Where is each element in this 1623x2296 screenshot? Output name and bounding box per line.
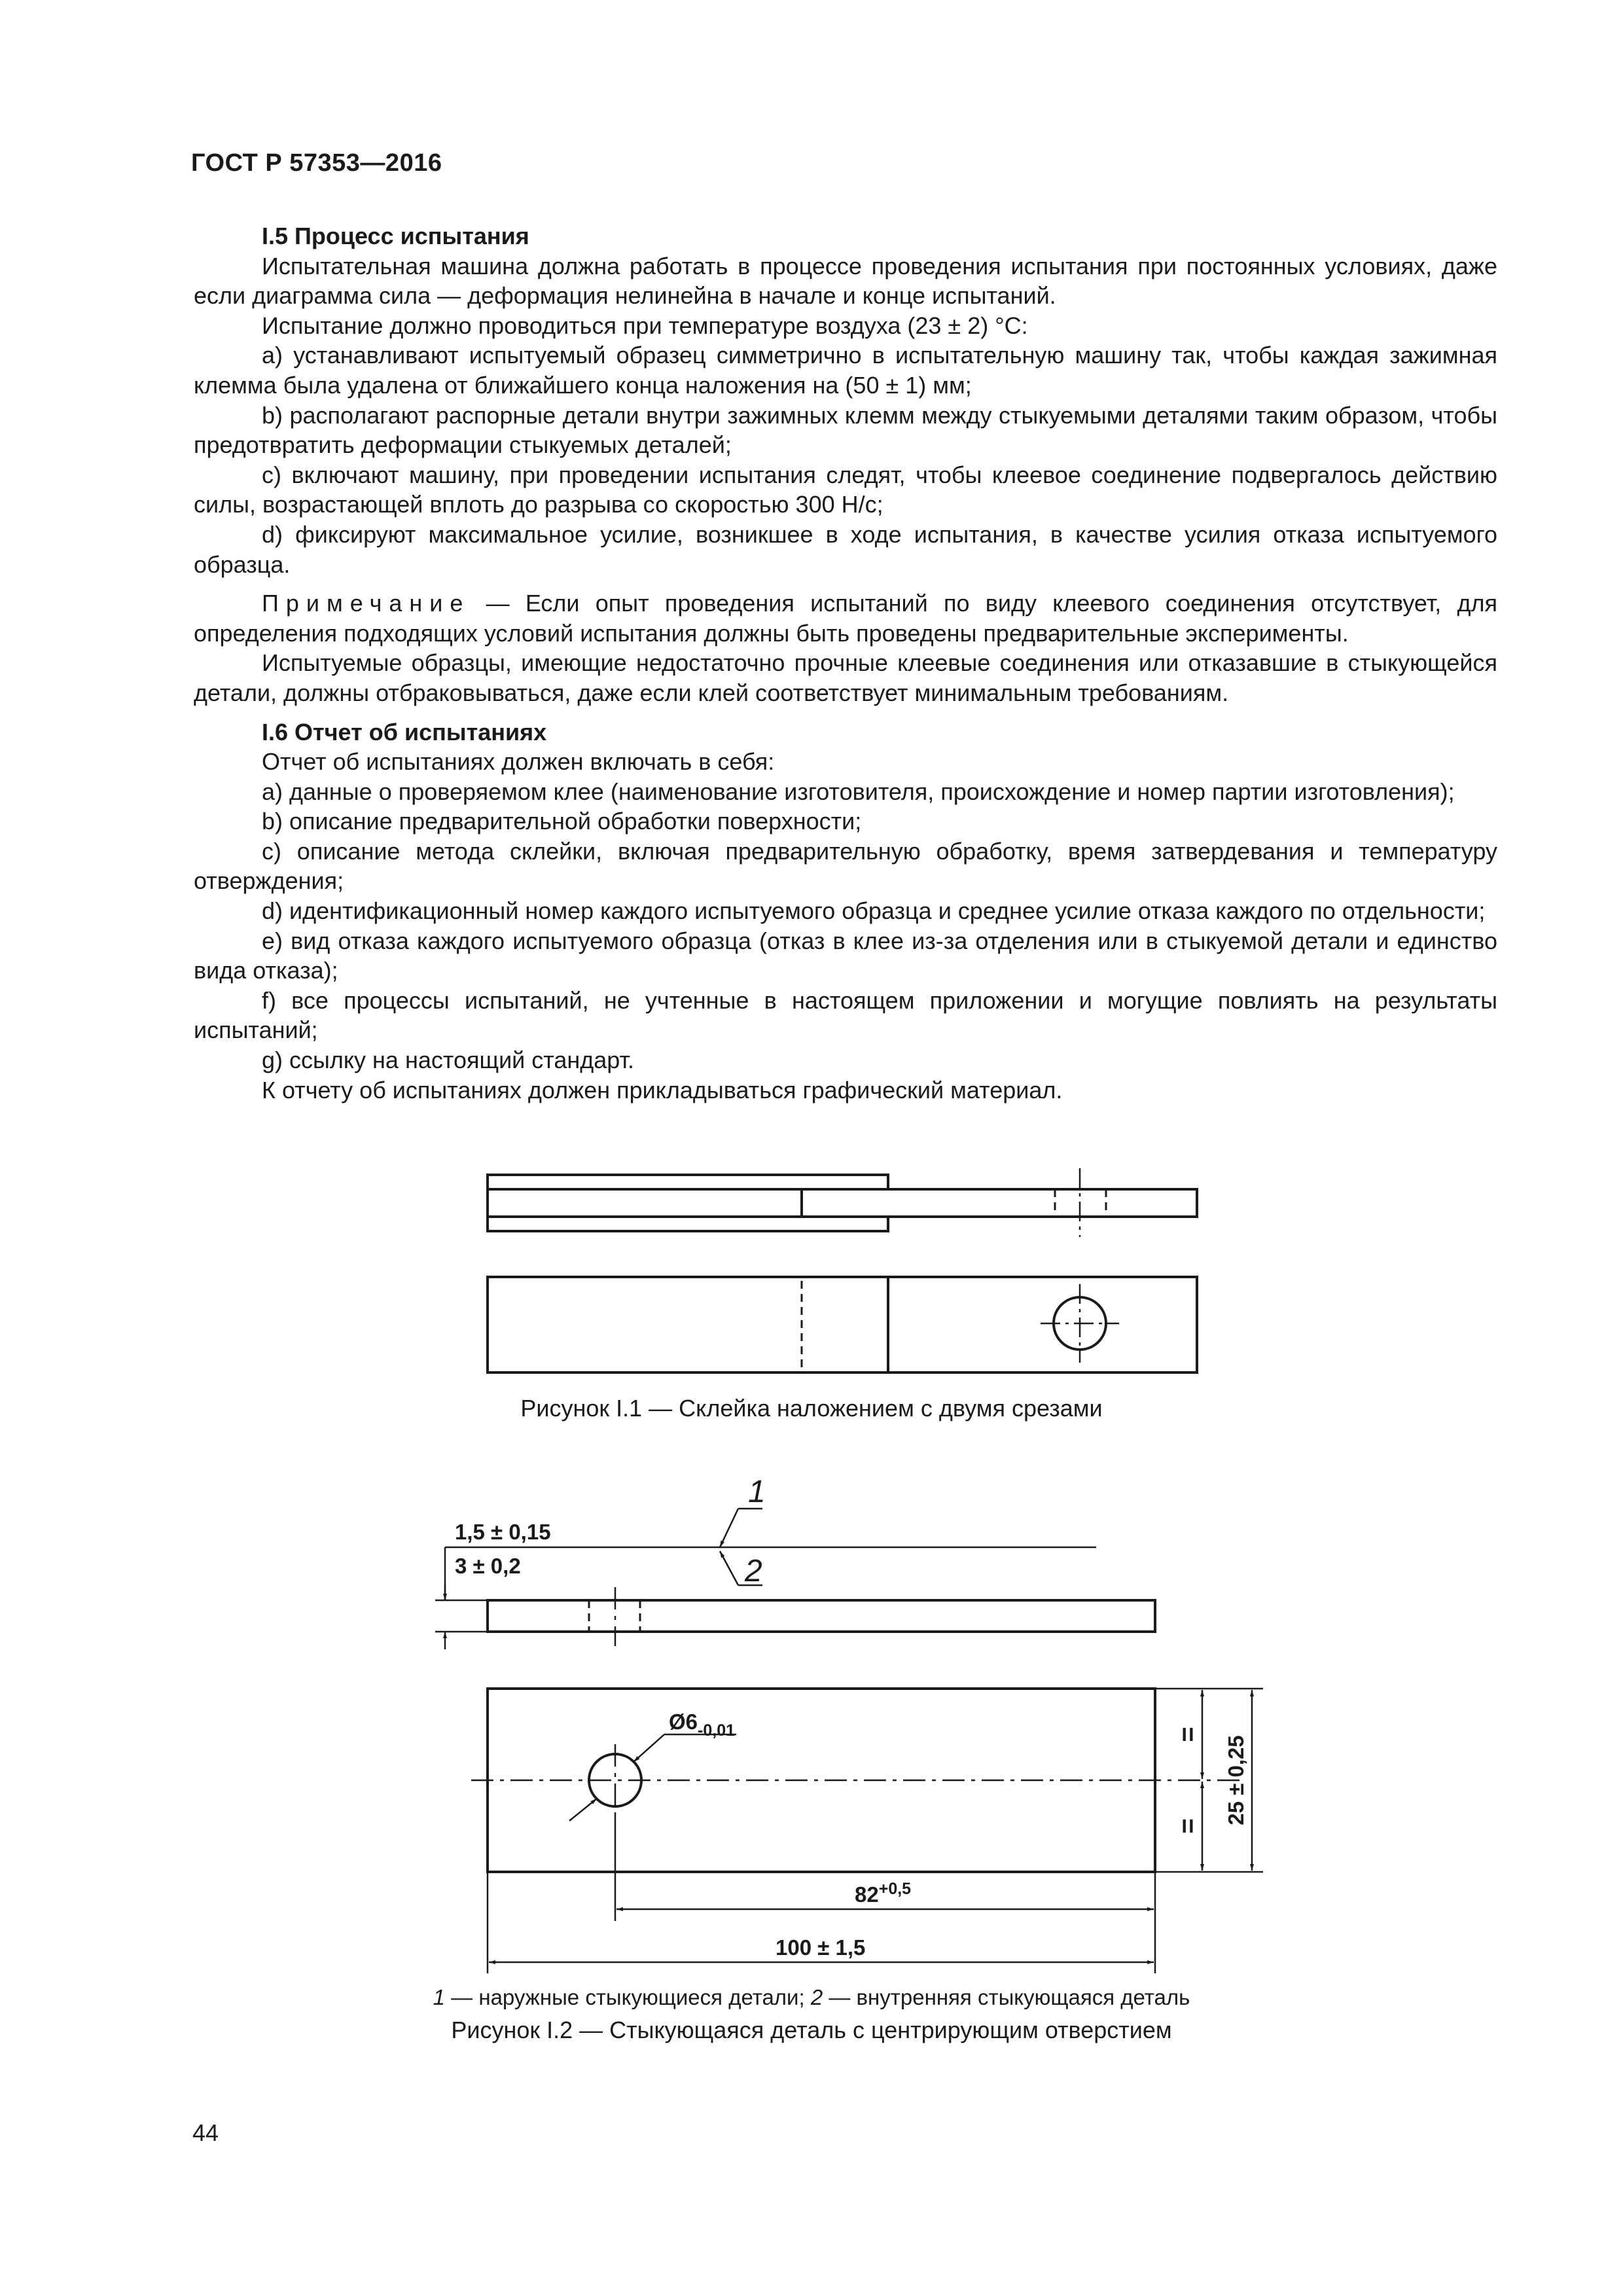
paragraph: Испытание должно проводиться при температуре воздуха (23 ± 2) °С: <box>262 312 1028 339</box>
list-item: g) ссылку на настоящий стандарт. <box>262 1047 635 1074</box>
equal-mark-upper: = <box>1173 1727 1202 1742</box>
figure-1-caption: Рисунок I.1 — Склейка наложением с двумя срезами <box>520 1395 1103 1422</box>
legend-text-2: — внутренняя стыкующаяся деталь <box>823 1985 1190 2009</box>
figure-2-caption: Рисунок I.2 — Стыкующаяся деталь с центрирующим отверстием <box>451 2017 1172 2043</box>
dim-82-label <box>855 1880 911 1907</box>
legend-num-2: 2 <box>810 1985 823 2009</box>
legend-text-1: — наружные стыкующиеся детали; <box>445 1985 811 2009</box>
list-item: e) вид отказа каждого испытуемого образца (отказ в клее из-за отделения или в стыкуемой детали и единство вида отказа); <box>194 927 1497 984</box>
note-text: — Если опыт проведения испытаний по виду клеевого соединения отсутствует, для определения подходящих условий испытания должны быть проведены предварительные эксперименты. <box>194 590 1497 647</box>
section-heading-i5: I.5 Процесс испытания <box>262 223 529 249</box>
paragraph: К отчету об испытаниях должен прикладываться графический материал. <box>262 1076 1063 1103</box>
list-item: c) описание метода склейки, включая предварительную обработку, время затвердевания и температуру отверждения; <box>194 837 1497 895</box>
dim-100-label: 100 ± 1,5 <box>776 1935 866 1960</box>
page-number: 44 <box>192 2119 219 2146</box>
callout-1-label: 1 <box>748 1475 766 1509</box>
list-item: b) описание предварительной обработки поверхности; <box>262 808 862 835</box>
hole-diameter-value: Ø6 <box>669 1710 698 1734</box>
list-item: d) идентификационный номер каждого испытуемого образца и среднее усилие отказа каждого по отдельности; <box>262 897 1486 925</box>
paragraph: Отчет об испытаниях должен включать в себя: <box>262 748 775 776</box>
list-item: a) устанавливают испытуемый образец симметрично в испытательную машину так, чтобы каждая зажимная клемма была удалена от ближайшего конца наложения на (50 ± 1) мм; <box>194 342 1497 399</box>
specimen-side-view <box>488 1600 1155 1632</box>
hole-leader <box>569 1799 597 1821</box>
list-item: a) данные о проверяемом клее (наименование изготовителя, происхождение и номер партии изготовления); <box>262 778 1455 805</box>
callout-2-label: 2 <box>745 1554 762 1588</box>
list-item: b) располагают распорные детали внутри зажимных клемм между стыкуемыми деталями таким образом, чтобы предотвратить деформации стыкуемых деталей; <box>194 401 1497 459</box>
dim-inner-label: 3 ± 0,2 <box>455 1554 521 1578</box>
standard-header: ГОСТ Р 57353—2016 <box>191 149 442 177</box>
callout-leader <box>720 1551 738 1585</box>
hole-diameter-tolerance: -0,01 <box>698 1721 736 1740</box>
dim-25-label: 25 ± 0,25 <box>1224 1735 1248 1825</box>
list-item: d) фиксируют максимальное усилие, возникшее в ходе испытания, в качестве усилия отказа испытуемого образца. <box>194 520 1497 578</box>
note-label: Примечание <box>262 590 471 617</box>
callout-leader <box>720 1509 738 1547</box>
equal-mark-lower: = <box>1173 1818 1202 1834</box>
dim-outer-label: 1,5 ± 0,15 <box>455 1520 551 1544</box>
paragraph: Испытуемые образцы, имеющие недостаточно прочные клеевые соединения или отказавшие в стыкующейся детали, должны отбраковываться, даже если клей соответствует минимальным требованиям. <box>194 649 1497 706</box>
figure-2-legend <box>0 1983 1623 2012</box>
hole-leader <box>633 1734 664 1762</box>
list-item: f) все процессы испытаний, не учтенные в настоящем приложении и могущие повлиять на результаты испытаний; <box>194 986 1497 1044</box>
dim-82-value: 82 <box>855 1882 879 1907</box>
legend-num-1: 1 <box>433 1985 446 2009</box>
paragraph: Испытательная машина должна работать в процессе проведения испытания при постоянных условиях, даже если диаграмма сила — деформация нелинейна в начале и конце испытаний. <box>194 252 1497 310</box>
list-item: c) включают машину, при проведении испытания следят, чтобы клеевое соединение подвергалось действию силы, возрастающей вплоть до разрыва со скоростью 300 Н/с; <box>194 461 1497 518</box>
section-heading-i6: I.6 Отчет об испытаниях <box>262 718 547 745</box>
dim-82-tolerance: +0,5 <box>878 1880 912 1898</box>
